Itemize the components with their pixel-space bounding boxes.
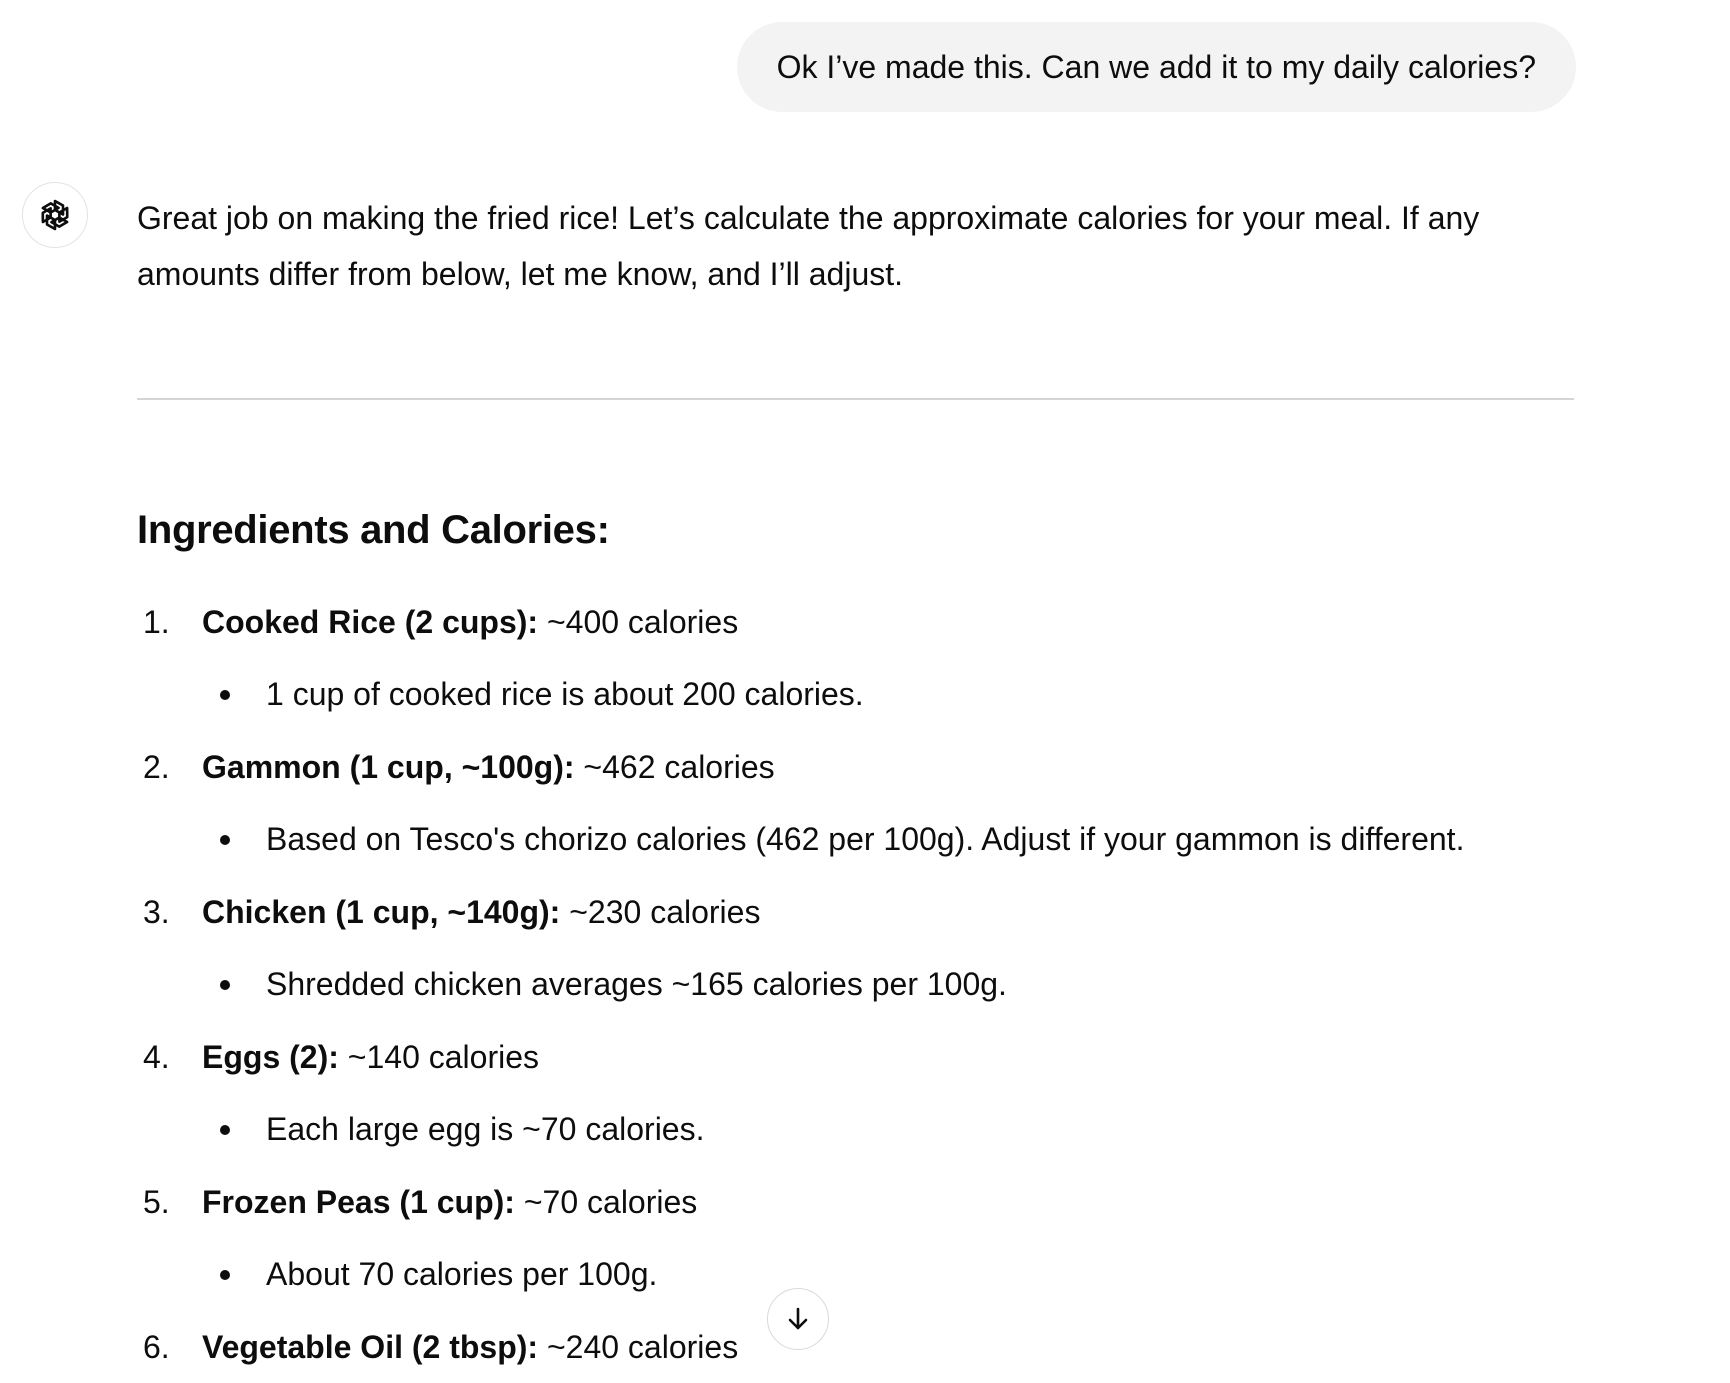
ingredient-note: 1 cup of cooked rice is about 200 calories. [202, 658, 1577, 731]
ingredient-name: Vegetable Oil (2 tbsp): [202, 1329, 539, 1365]
ingredients-list [137, 586, 1577, 1383]
list-item [137, 876, 1577, 1021]
list-number: 5. [143, 1184, 170, 1220]
assistant-intro-text: Great job on making the fried rice! Let’s calculate the approximate calories for your meal. If any amounts differ from below, let me know, and I’ll adjust. [137, 200, 1480, 292]
bullet-icon [220, 690, 230, 700]
list-item [137, 1166, 1577, 1311]
list-item [137, 731, 1577, 876]
assistant-message [137, 190, 1577, 1365]
ingredient-note: Each large egg is ~70 calories. [202, 1093, 1577, 1166]
list-item [137, 1021, 1577, 1166]
list-number: 4. [143, 1039, 170, 1075]
list-number: 2. [143, 749, 170, 785]
ingredient-name: Cooked Rice (2 cups): [202, 604, 539, 640]
bullet-icon [220, 1270, 230, 1280]
list-item [137, 586, 1577, 731]
user-message-bubble [737, 22, 1576, 112]
list-number: 6. [143, 1329, 170, 1365]
ingredient-name: Gammon (1 cup, ~100g): [202, 749, 575, 785]
list-number: 3. [143, 894, 170, 930]
ingredient-calories: ~140 calories [338, 1039, 540, 1075]
openai-logo-icon [37, 197, 73, 233]
bullet-icon [220, 980, 230, 990]
ingredient-name: Chicken (1 cup, ~140g): [202, 894, 561, 930]
ingredient-calories: ~400 calories [538, 604, 739, 640]
ingredient-note: About 70 calories per 100g. [202, 1238, 1577, 1311]
ingredient-calories: ~70 calories [514, 1184, 698, 1220]
user-message-text: Ok I’ve made this. Can we add it to my daily calories? [776, 49, 1536, 85]
assistant-avatar [22, 182, 88, 248]
ingredient-name: Eggs (2): [202, 1039, 339, 1075]
bullet-icon [220, 835, 230, 845]
ingredient-name: Frozen Peas (1 cup): [202, 1184, 515, 1220]
section-title: Ingredients and Calories: [137, 508, 610, 552]
divider [137, 398, 1574, 400]
ingredient-note: Based on Tesco's chorizo calories (462 per 100g). Adjust if your gammon is different. [202, 803, 1577, 876]
ingredient-calories: ~240 calories [538, 1329, 739, 1365]
bullet-icon [220, 1125, 230, 1135]
ingredient-calories: ~230 calories [560, 894, 761, 930]
list-number: 1. [143, 604, 170, 640]
scroll-down-button[interactable] [767, 1288, 829, 1350]
list-item [137, 1311, 1577, 1383]
arrow-down-icon [783, 1304, 813, 1334]
ingredient-calories: ~462 calories [574, 749, 775, 785]
ingredient-note: Shredded chicken averages ~165 calories per 100g. [202, 948, 1577, 1021]
